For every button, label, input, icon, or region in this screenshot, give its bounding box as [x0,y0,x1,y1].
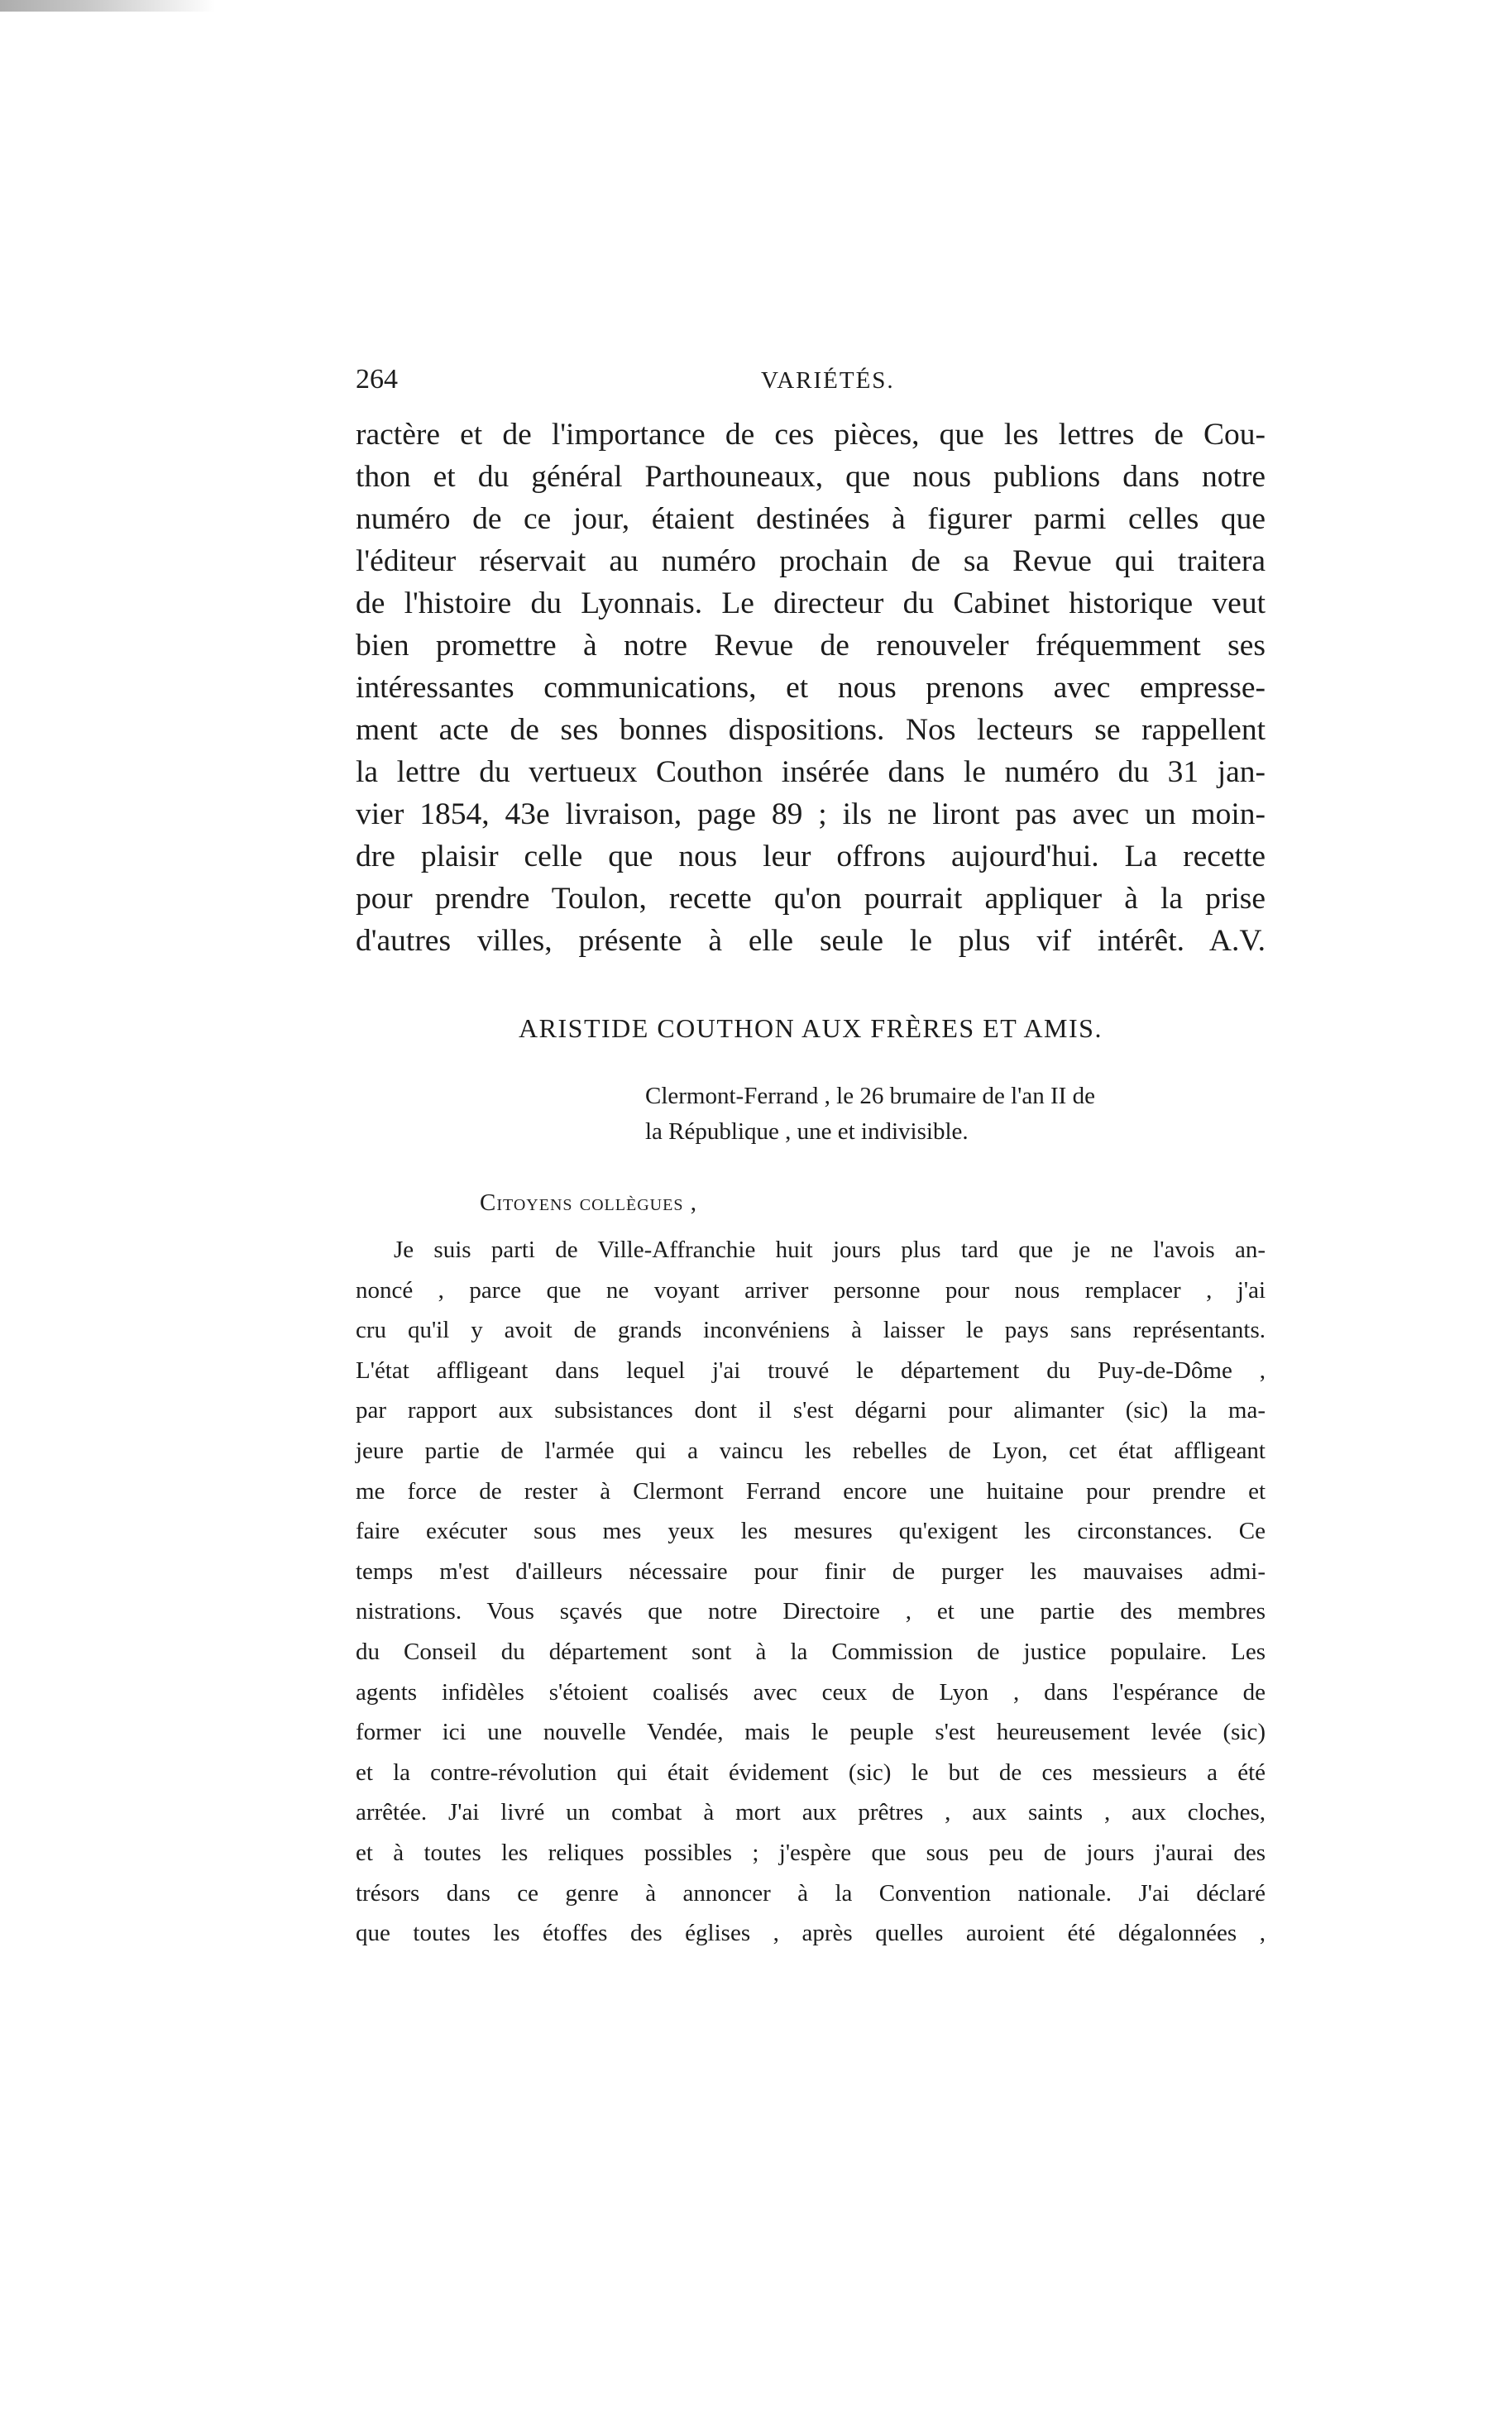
intro-line: de l'histoire du Lyonnais. Le directeur du Cabinet historique veut [356,586,1266,620]
letter-line: jeure partie de l'armée qui a vaincu les rebelles de Lyon, cet état affligeant [356,1437,1266,1464]
letter-line: me force de rester à Clermont Ferrand encore une huitaine pour prendre et [356,1477,1266,1505]
letter-title: ARISTIDE COUTHON AUX FRÈRES ET AMIS. [519,1013,1103,1043]
letter-line: trésors dans ce genre à annoncer à la Convention nationale. J'ai déclaré [356,1879,1266,1907]
letter-line: arrêtée. J'ai livré un combat à mort aux prêtres , aux saints , aux cloches, [356,1799,1266,1826]
intro-line: l'éditeur réservait au numéro prochain de sa Revue qui traitera [356,544,1266,578]
letter-line: L'état affligeant dans lequel j'ai trouvé le département du Puy-de-Dôme , [356,1357,1266,1384]
letter-line: cru qu'il y avoit de grands inconvéniens à laisser le pays sans représentants. [356,1317,1266,1344]
letter-line: noncé , parce que ne voyant arriver personne pour nous remplacer , j'ai [356,1276,1266,1304]
intro-line: d'autres villes, présente à elle seule le plus vif intérêt. A.V. [356,924,1266,958]
letter-salutation: Citoyens collègues , [480,1189,697,1216]
intro-line: numéro de ce jour, étaient destinées à figurer parmi celles que [356,502,1266,536]
letter-line: nistrations. Vous sçavés que notre Directoire , et une partie des membres [356,1598,1266,1625]
letter-dateline [645,1079,1266,1150]
letter-line: par rapport aux subsistances dont il s'est dégarni pour alimanter (sic) la ma- [356,1397,1266,1424]
intro-line: dre plaisir celle que nous leur offrons aujourd'hui. La recette [356,840,1266,873]
intro-paragraph [356,414,1266,962]
intro-line: vier 1854, 43e livraison, page 89 ; ils ne liront pas avec un moin- [356,797,1266,831]
letter-line: que toutes les étoffes des églises , après quelles auroient été dégalonnées , [356,1920,1266,1947]
letter-line: et à toutes les reliques possibles ; j'espère que sous peu de jours j'aurai des [356,1839,1266,1866]
running-title: VARIÉTÉS. [761,367,895,394]
page-number: 264 [356,364,398,395]
letter-line: temps m'est d'ailleurs nécessaire pour finir de purger les mauvaises admi- [356,1558,1266,1585]
letter-body [356,1230,1266,1954]
letter-line: du Conseil du département sont à la Commission de justice populaire. Les [356,1638,1266,1665]
intro-line: bien promettre à notre Revue de renouveler fréquemment ses [356,629,1266,663]
letter-line: faire exécuter sous mes yeux les mesures qu'exigent les circonstances. Ce [356,1518,1266,1545]
running-head [356,364,1266,414]
intro-line: intéressantes communications, et nous prenons avec empresse- [356,671,1266,705]
text-column [356,364,1266,1954]
letter-line: former ici une nouvelle Vendée, mais le peuple s'est heureusement levée (sic) [356,1719,1266,1746]
intro-line: thon et du général Parthouneaux, que nous publions dans notre [356,460,1266,494]
intro-line: la lettre du vertueux Couthon insérée dans le numéro du 31 jan- [356,755,1266,789]
intro-line: pour prendre Toulon, recette qu'on pourrait appliquer à la prise [356,882,1266,916]
scan-edge-artifact [0,0,215,12]
intro-line: ractère et de l'importance de ces pièces, que les lettres de Cou- [356,418,1266,452]
dateline-line: la République , une et indivisible. [645,1118,969,1145]
letter-line: et la contre-révolution qui était évidement (sic) le but de ces messieurs a été [356,1758,1266,1786]
intro-line: ment acte de ses bonnes dispositions. Nos lecteurs se rappellent [356,713,1266,747]
letter-line: Je suis parti de Ville-Affranchie huit jours plus tard que je ne l'avois an- [394,1237,1266,1263]
dateline-line: Clermont-Ferrand , le 26 brumaire de l'an II de [645,1083,1095,1109]
letter-line: agents infidèles s'étoient coalisés avec ceux de Lyon , dans l'espérance de [356,1678,1266,1706]
